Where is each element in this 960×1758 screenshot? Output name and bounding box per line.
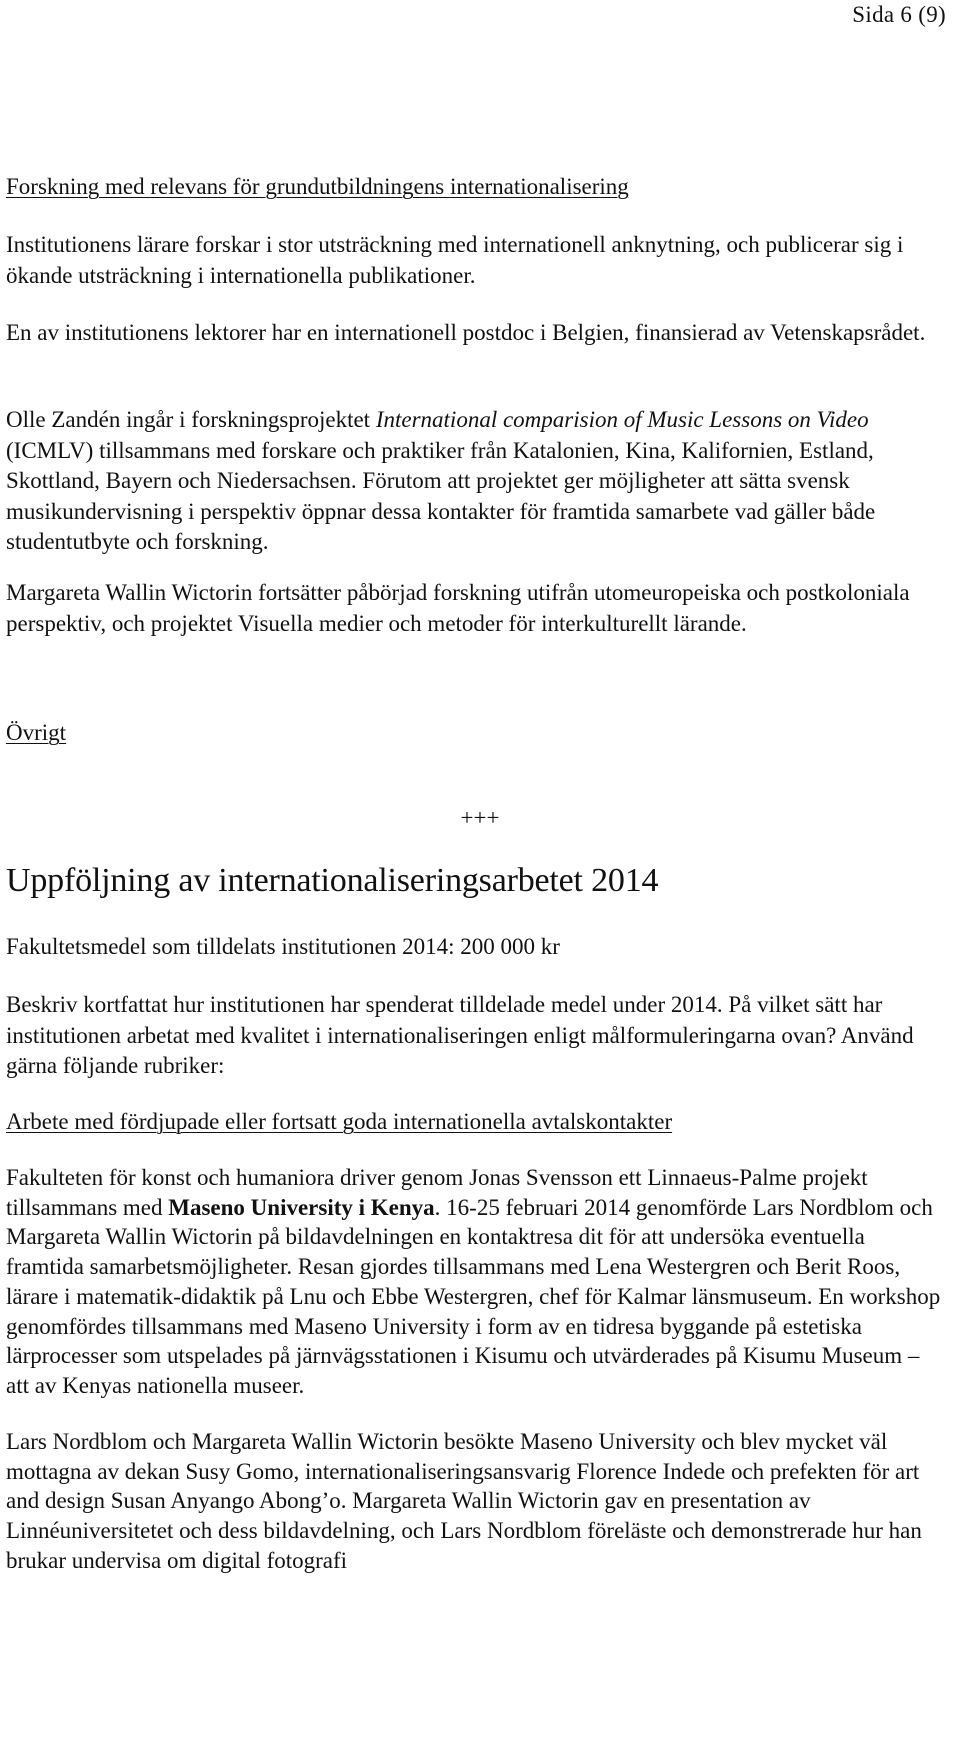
paragraph-icmlv — [6, 405, 946, 558]
page-number: Sida 6 (9) — [852, 2, 946, 27]
section-separator: +++ — [460, 805, 500, 830]
icmlv-text-before: Olle Zandén ingår i forskningsprojektet — [6, 407, 376, 432]
maseno-bold: Maseno University i Kenya — [168, 1194, 435, 1220]
project-title-italic: International comparision of Music Lessons on Video — [375, 407, 869, 432]
paragraph-maseno-visit: Lars Nordblom och Margareta Wallin Wictorin besökte Maseno University och blev mycket väl mottagna av dekan Susy Gomo, internationaliseringsansvarig Florence Indede och prefekten för art and design Susan Anyango Abong’o. Margareta Wallin Wictorin gav en presentation av Linnéuniversitetet och dess bildavdelning, och Lars Nordblom föreläste och demonstrerade hur han brukar undervisa om digital fotografi — [6, 1429, 922, 1573]
paragraph-research-intro: Institutionens lärare forskar i stor utsträckning med internationell anknytning, och publicerar sig i ökande utsträckning i internationella publikationer. — [6, 232, 904, 288]
paragraph-wallin-research: Margareta Wallin Wictorin fortsätter påbörjad forskning utifrån utomeuropeiska och postkoloniala perspektiv, och projektet Visuella medier och metoder för interkulturellt lärande. — [6, 580, 910, 636]
followup-title: Uppföljning av internationaliseringsarbetet 2014 — [6, 862, 659, 899]
subheading-agreements: Arbete med fördjupade eller fortsatt goda internationella avtalskontakter — [6, 1109, 673, 1134]
paragraph-postdoc: En av institutionens lektorer har en internationell postdoc i Belgien, finansierad av Vetenskapsrådet. — [6, 320, 926, 345]
maseno-text-before: Fakulteten för konst och humaniora driver genom Jonas Svensson ett Linnaeus-Palme projekt tillsammans med — [6, 1165, 868, 1220]
icmlv-text-after: (ICMLV) tillsammans med forskare och praktiker från Katalonien, Kina, Kalifornien, Estland, Skottland, Bayern och Niedersachsen. Förutom att projektet ger möjligheter att sätta svensk musikundervisning i perspektiv öppnar dessa kontakter för framtida samarbete vad gäller både studentutbyte och forskning. — [6, 437, 876, 554]
funding-line: Fakultetsmedel som tilldelats institutionen 2014: 200 000 kr — [6, 934, 560, 959]
section-heading-research: Forskning med relevans för grundutbildningens internationalisering — [6, 174, 629, 199]
section-heading-ovrigt: Övrigt — [6, 720, 67, 745]
instruction-paragraph: Beskriv kortfattat hur institutionen har spenderat tilldelade medel under 2014. På vilket sätt har institutionen arbetat med kvalitet i internationaliseringen enligt målformuleringarna ovan? Använd gärna följande rubriker: — [6, 992, 914, 1078]
paragraph-maseno-trip — [6, 1163, 946, 1401]
maseno-text-after: . 16-25 februari 2014 genomförde Lars Nordblom och Margareta Wallin Wictorin på bildavdelningen en kontaktresa dit för att undersöka eventuella framtida samarbetsmöjligheter. Resan gjordes tillsammans med Lena Westergren och Berit Roos, lärare i matematik-didaktik på Lnu och Ebbe Westergren, chef för Kalmar länsmuseum. En workshop genomfördes tillsammans med Maseno University i form av en tidresa byggande på estetiska lärprocesser som utspelades på järnvägsstationen i Kisumu och utvärderades på Kisumu Museum – att av Kenyas nationella museer. — [6, 1194, 941, 1398]
